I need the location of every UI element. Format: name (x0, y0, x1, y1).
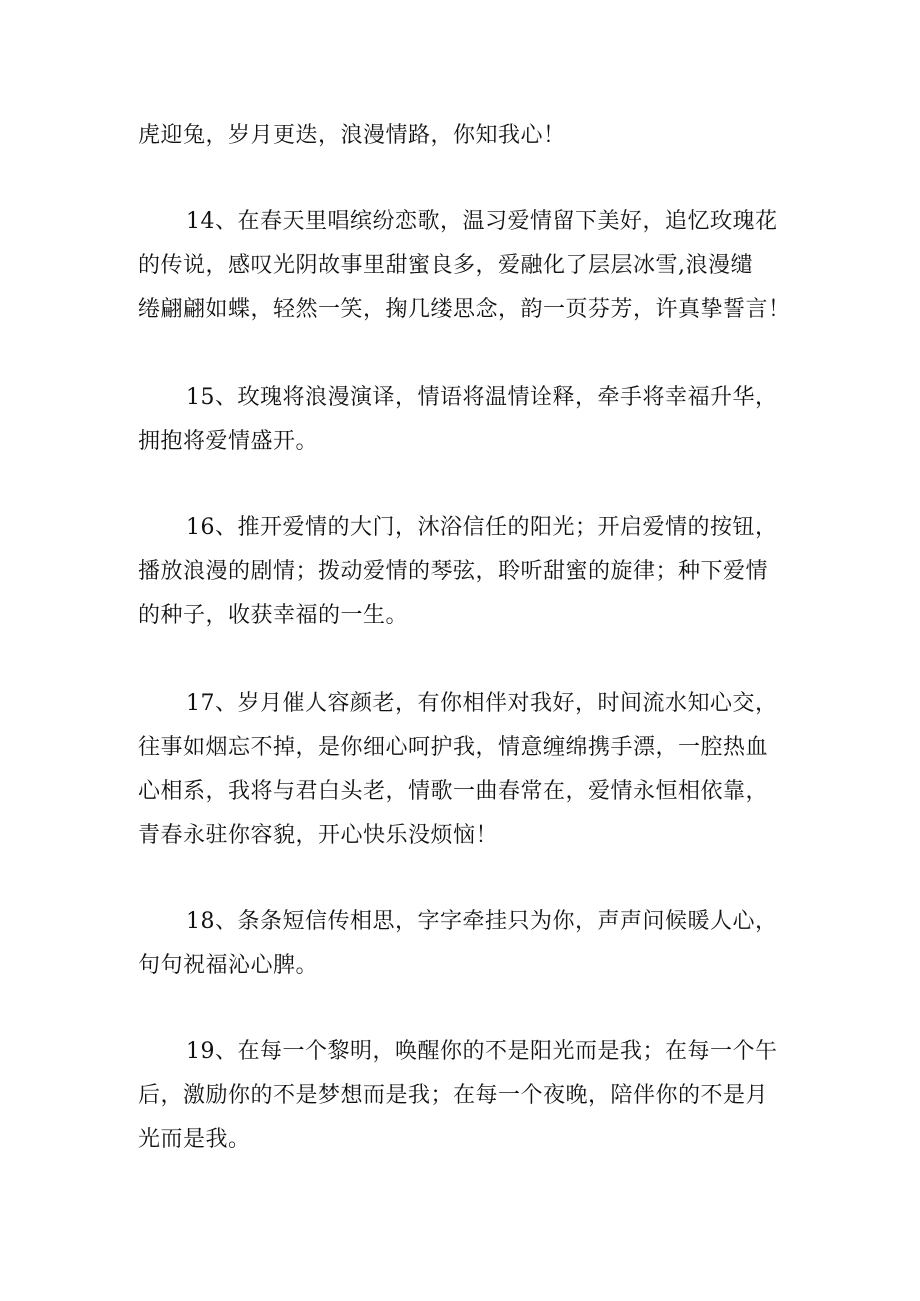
text-line: 绻翩翩如蝶，轻然一笑，掬几缕思念，韵一页芬芳，许真挚誓言！ (138, 297, 791, 322)
text-line: 句句祝福沁心脾。 (138, 953, 319, 978)
paragraph-15 (138, 376, 798, 464)
text-line: 16、推开爱情的大门，沐浴信任的阳光；开启爱情的按钮， (186, 515, 778, 540)
paragraph-17 (138, 682, 798, 858)
text-line: 后，激励你的不是梦想而是我；在每一个夜晚，陪伴你的不是月 (138, 1083, 769, 1108)
text-line: 19、在每一个黎明，唤醒你的不是阳光而是我；在每一个午 (186, 1039, 778, 1064)
paragraph-16 (138, 506, 798, 638)
text-line: 往事如烟忘不掉，是你细心呵护我，情意缠绵携手漂，一腔热血 (138, 735, 769, 760)
text-line: 心相系，我将与君白头老，情歌一曲春常在，爱情永恒相依靠， (138, 779, 769, 804)
text-line: 17、岁月催人容颜老，有你相伴对我好，时间流水知心交， (186, 691, 778, 716)
text-line: 青春永驻你容貌，开心快乐没烦恼！ (138, 823, 499, 848)
text-line: 15、玫瑰将浪漫演译，情语将温情诠释，牵手将幸福升华， (186, 385, 778, 410)
text-line: 的传说，感叹光阴故事里甜蜜良多，爱融化了层层冰雪,浪漫缱 (138, 253, 753, 278)
text-line: 光而是我。 (138, 1127, 251, 1152)
paragraph-19 (138, 1030, 798, 1162)
text-line: 的种子，收获幸福的一生。 (138, 603, 409, 628)
text-line: 18、条条短信传相思，字字牵挂只为你，声声问候暖人心， (186, 909, 778, 934)
text-line: 拥抱将爱情盛开。 (138, 429, 319, 454)
paragraph-18 (138, 900, 798, 988)
text-line: 14、在春天里唱缤纷恋歌，温习爱情留下美好，追忆玫瑰花 (186, 209, 778, 234)
paragraph-continued (138, 114, 798, 158)
text-line: 播放浪漫的剧情；拨动爱情的琴弦，聆听甜蜜的旋律；种下爱情 (138, 559, 769, 584)
text-line: 虎迎兔，岁月更迭，浪漫情路，你知我心！ (138, 123, 566, 148)
paragraph-14 (138, 200, 798, 332)
